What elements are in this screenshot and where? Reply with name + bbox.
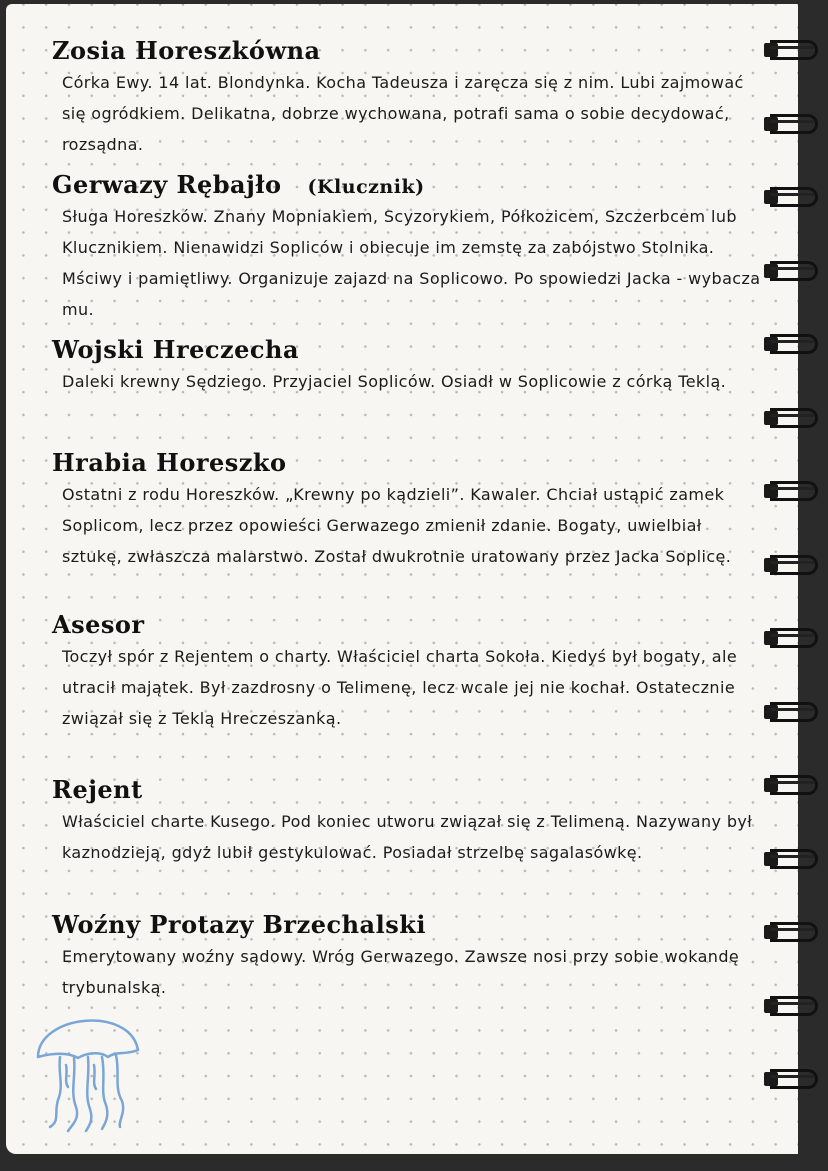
spiral-coil [764,406,820,430]
spiral-coil [764,773,820,797]
entry-wozny [52,910,772,1003]
entry-text: Córka Ewy. 14 lat. Blondynka. Kocha Tadeusza i zaręcza się z nim. Lubi zajmować się ogródkiem. Delikatna, dobrze wychowana, potrafi sama o sobie decydować, rozsądna. [62,73,744,154]
spiral-coil [764,994,820,1018]
spiral-binding [764,30,824,1140]
entry-zosia [52,36,772,160]
spiral-coil [764,332,820,356]
entry-text: Sługa Horeszków. Znany Mopniakiem, Scyzorykiem, Półkozicem, Szczerbcem lub Klucznikiem. Nienawidzi Sopliców i obiecuje im zemstę za zabójstwo Stolnika. Mściwy i pamiętliwy. Organizuje zajazd na Soplicowo. Po spowiedzi Jacka - wybacza mu. [62,207,761,319]
spiral-coil [764,38,820,62]
entry-text: Ostatni z rodu Horeszków. „Krewny po kądzieli”. Kawaler. Chciał ustąpić zamek Soplicom, lecz przez opowieści Gerwazego zmienił zdanie. Bogaty, uwielbiał sztukę, zwłaszcza malarstwo. Został dwukrotnie uratowany przez Jacka Soplicę. [62,485,732,566]
entry-asesor [52,610,772,734]
spiral-coil [764,553,820,577]
entry-text: Daleki krewny Sędziego. Przyjaciel Sopliców. Osiadł w Soplicowie z córką Teklą. [62,372,727,391]
jellyfish-doodle-icon [30,995,150,1135]
entry-gerwazy [52,170,772,325]
entry-wojski [52,335,772,397]
entry-title: Woźny Protazy Brzechalski [52,910,426,939]
entry-title: Hrabia Horeszko [52,448,287,477]
entry-text: Emerytowany woźny sądowy. Wróg Gerwazego. Zawsze nosi przy sobie wokandę trybunalską. [62,947,740,997]
spiral-coil [764,920,820,944]
entry-title: Rejent [52,775,143,804]
spiral-coil [764,626,820,650]
entry-text: Toczył spór z Rejentem o charty. Właściciel charta Sokoła. Kiedyś był bogaty, ale utracił majątek. Był zazdrosny o Telimenę, lecz wcale jej nie kochał. Ostatecznie związał się z Teklą Hreczeszanką. [62,647,738,728]
spiral-coil [764,112,820,136]
spiral-coil [764,185,820,209]
spiral-coil [764,479,820,503]
entry-title-text: Gerwazy Rębajło [52,170,282,199]
entry-text: Właściciel charte Kusego. Pod koniec utworu związał się z Telimeną. Nazywany był kaznodzieją, gdyż lubił gestykulować. Posiadał strzelbę sagalasówkę. [62,812,753,862]
entry-title [52,170,772,199]
entry-tag: (Klucznik) [307,176,425,198]
spiral-coil [764,1067,820,1091]
entry-title: Wojski Hreczecha [52,335,300,364]
entry-title: Zosia Horeszkówna [52,36,321,65]
spiral-coil [764,259,820,283]
spiral-coil [764,700,820,724]
entry-title: Asesor [52,610,145,639]
entry-rejent [52,775,772,868]
spiral-coil [764,847,820,871]
entry-hrabia [52,448,772,572]
